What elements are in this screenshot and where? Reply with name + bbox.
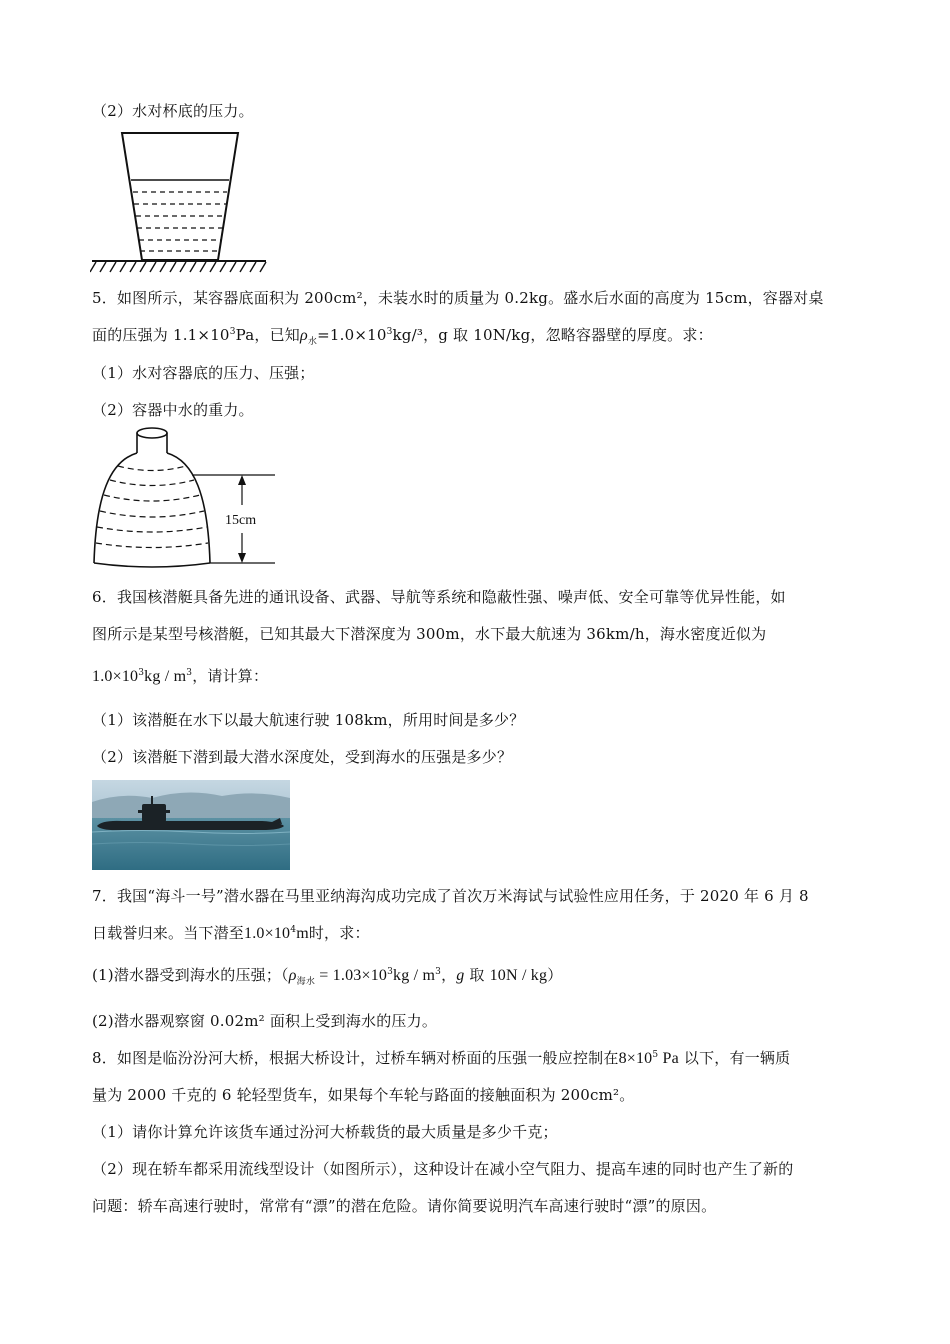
q7-line2-pre: 日载誉归来。当下潜至 (92, 924, 245, 942)
q7-depth-base: 1.0×10 (244, 925, 291, 942)
q8-sub2-line2: 问题：轿车高速行驶时，常常有“漂”的潜在危险。请你简要说明汽车高速行驶时“漂”的原因。 (92, 1197, 717, 1215)
q7-sub1-post: ） (547, 966, 563, 984)
q7-rho-exp: 3 (387, 967, 394, 977)
q6-line3 (92, 665, 268, 686)
q8-pressure-exp: 5 (652, 1050, 659, 1060)
q6-sub2: （2）该潜艇下潜到最大潜水深度处，受到海水的压强是多少？ (92, 748, 513, 766)
q8-line1 (92, 1047, 790, 1068)
q5-rho-val: =1.0×10 (317, 326, 387, 344)
q7-g-val: 10N / kg (489, 967, 548, 984)
q6-unit-exp: 3 (186, 668, 193, 678)
q6-line3-post: ，请计算： (192, 667, 269, 685)
q5-sub2: （2）容器中水的重力。 (92, 401, 254, 419)
q7-g-symbol: g (456, 967, 465, 984)
q7-rho-unit: kg / m (393, 967, 436, 984)
rho-symbol: ρ (300, 327, 308, 344)
height-label: 15cm (225, 513, 257, 528)
q5-line2-rest: kg/³，g 取 10N/kg，忽略容器壁的厚度。求： (392, 326, 713, 344)
q7-rho-sub: 海水 (296, 977, 316, 987)
q7-sub2: (2)潜水器观察窗 0.02m² 面积上受到海水的压力。 (92, 1012, 438, 1030)
q7-depth-exp: 4 (290, 925, 297, 935)
q8-line1-post: 以下，有一辆质 (678, 1049, 791, 1067)
q5-sub1: （1）水对容器底的压力、压强； (92, 364, 315, 382)
q7-line2 (92, 922, 370, 943)
q7-rho-unit-exp: 3 (435, 967, 442, 977)
q7-depth-unit: m (296, 925, 309, 942)
q6-sub1: （1）该潜艇在水下以最大航速行驶 108km，所用时间是多少？ (92, 711, 525, 729)
container-figure (90, 425, 290, 570)
q5-rho-exp: 3 (386, 327, 393, 337)
q6-density-base: 1.0×10 (92, 668, 139, 685)
q8-pressure-unit: Pa (658, 1050, 679, 1067)
q5-rho-sub: 水 (307, 337, 318, 347)
q5-pressure-exp: 3 (229, 327, 236, 337)
q4-sub2: （2）水对杯底的压力。 (92, 102, 254, 120)
submarine-photo (92, 780, 290, 870)
q7-line2-post: 时，求： (308, 924, 370, 942)
q8-pressure-base: 8×10 (618, 1050, 653, 1067)
q8-sub1: （1）请你计算允许该货车通过汾河大桥载货的最大质量是多少千克； (92, 1123, 558, 1141)
q7-rho-val: = 1.03×10 (315, 967, 388, 984)
q6-line1: 6．我国核潜艇具备先进的通讯设备、武器、导航等系统和隐蔽性强、噪声低、安全可靠等优异性能，如 (92, 588, 786, 606)
q7-sub1: (1)潜水器受到海水的压强；（$\rho_{海水} = 1.03\times 10^3kg / m^3$，g 取 10N / kg） (92, 966, 563, 987)
q8-sub2-line1: （2）现在轿车都采用流线型设计（如图所示），这种设计在减小空气阻力、提高车速的同时也产生了新的 (92, 1160, 794, 1178)
q6-density-unit: kg / m (144, 668, 187, 685)
q5-pressure-base: 面的压强为 1.1×10 (92, 326, 230, 344)
q6-density-exp: 3 (138, 668, 145, 678)
q5-line2 (92, 324, 713, 347)
q7-line1: 7．我国“海斗一号”潜水器在马里亚纳海沟成功完成了首次万米海试与试验性应用任务，于 2020 年 6 月 8 (92, 887, 809, 905)
q8-line2: 量为 2000 千克的 6 轮轻型货车，如果每个车轮与路面的接触面积为 200cm²。 (92, 1086, 635, 1104)
q5-line1: 5．如图所示，某容器底面积为 200cm²，未装水时的质量为 0.2kg。盛水后水面的高度为 15cm，容器对桌 (92, 289, 824, 307)
q5-known: Pa，已知 (235, 326, 300, 344)
q7-sub1-pre: (1)潜水器受到海水的压强；（ (92, 966, 289, 984)
q6-line2: 图所示是某型号核潜艇，已知其最大下潜深度为 300m，水下最大航速为 36km/h，海水密度近似为 (92, 625, 767, 643)
q7-g-text: 取 (464, 966, 490, 984)
q8-line1-pre: 8．如图是临汾汾河大桥，根据大桥设计，过桥车辆对桥面的压强一般应控制在 (92, 1049, 619, 1067)
cup-figure (90, 130, 270, 275)
rho-symbol: ρ (288, 967, 297, 984)
